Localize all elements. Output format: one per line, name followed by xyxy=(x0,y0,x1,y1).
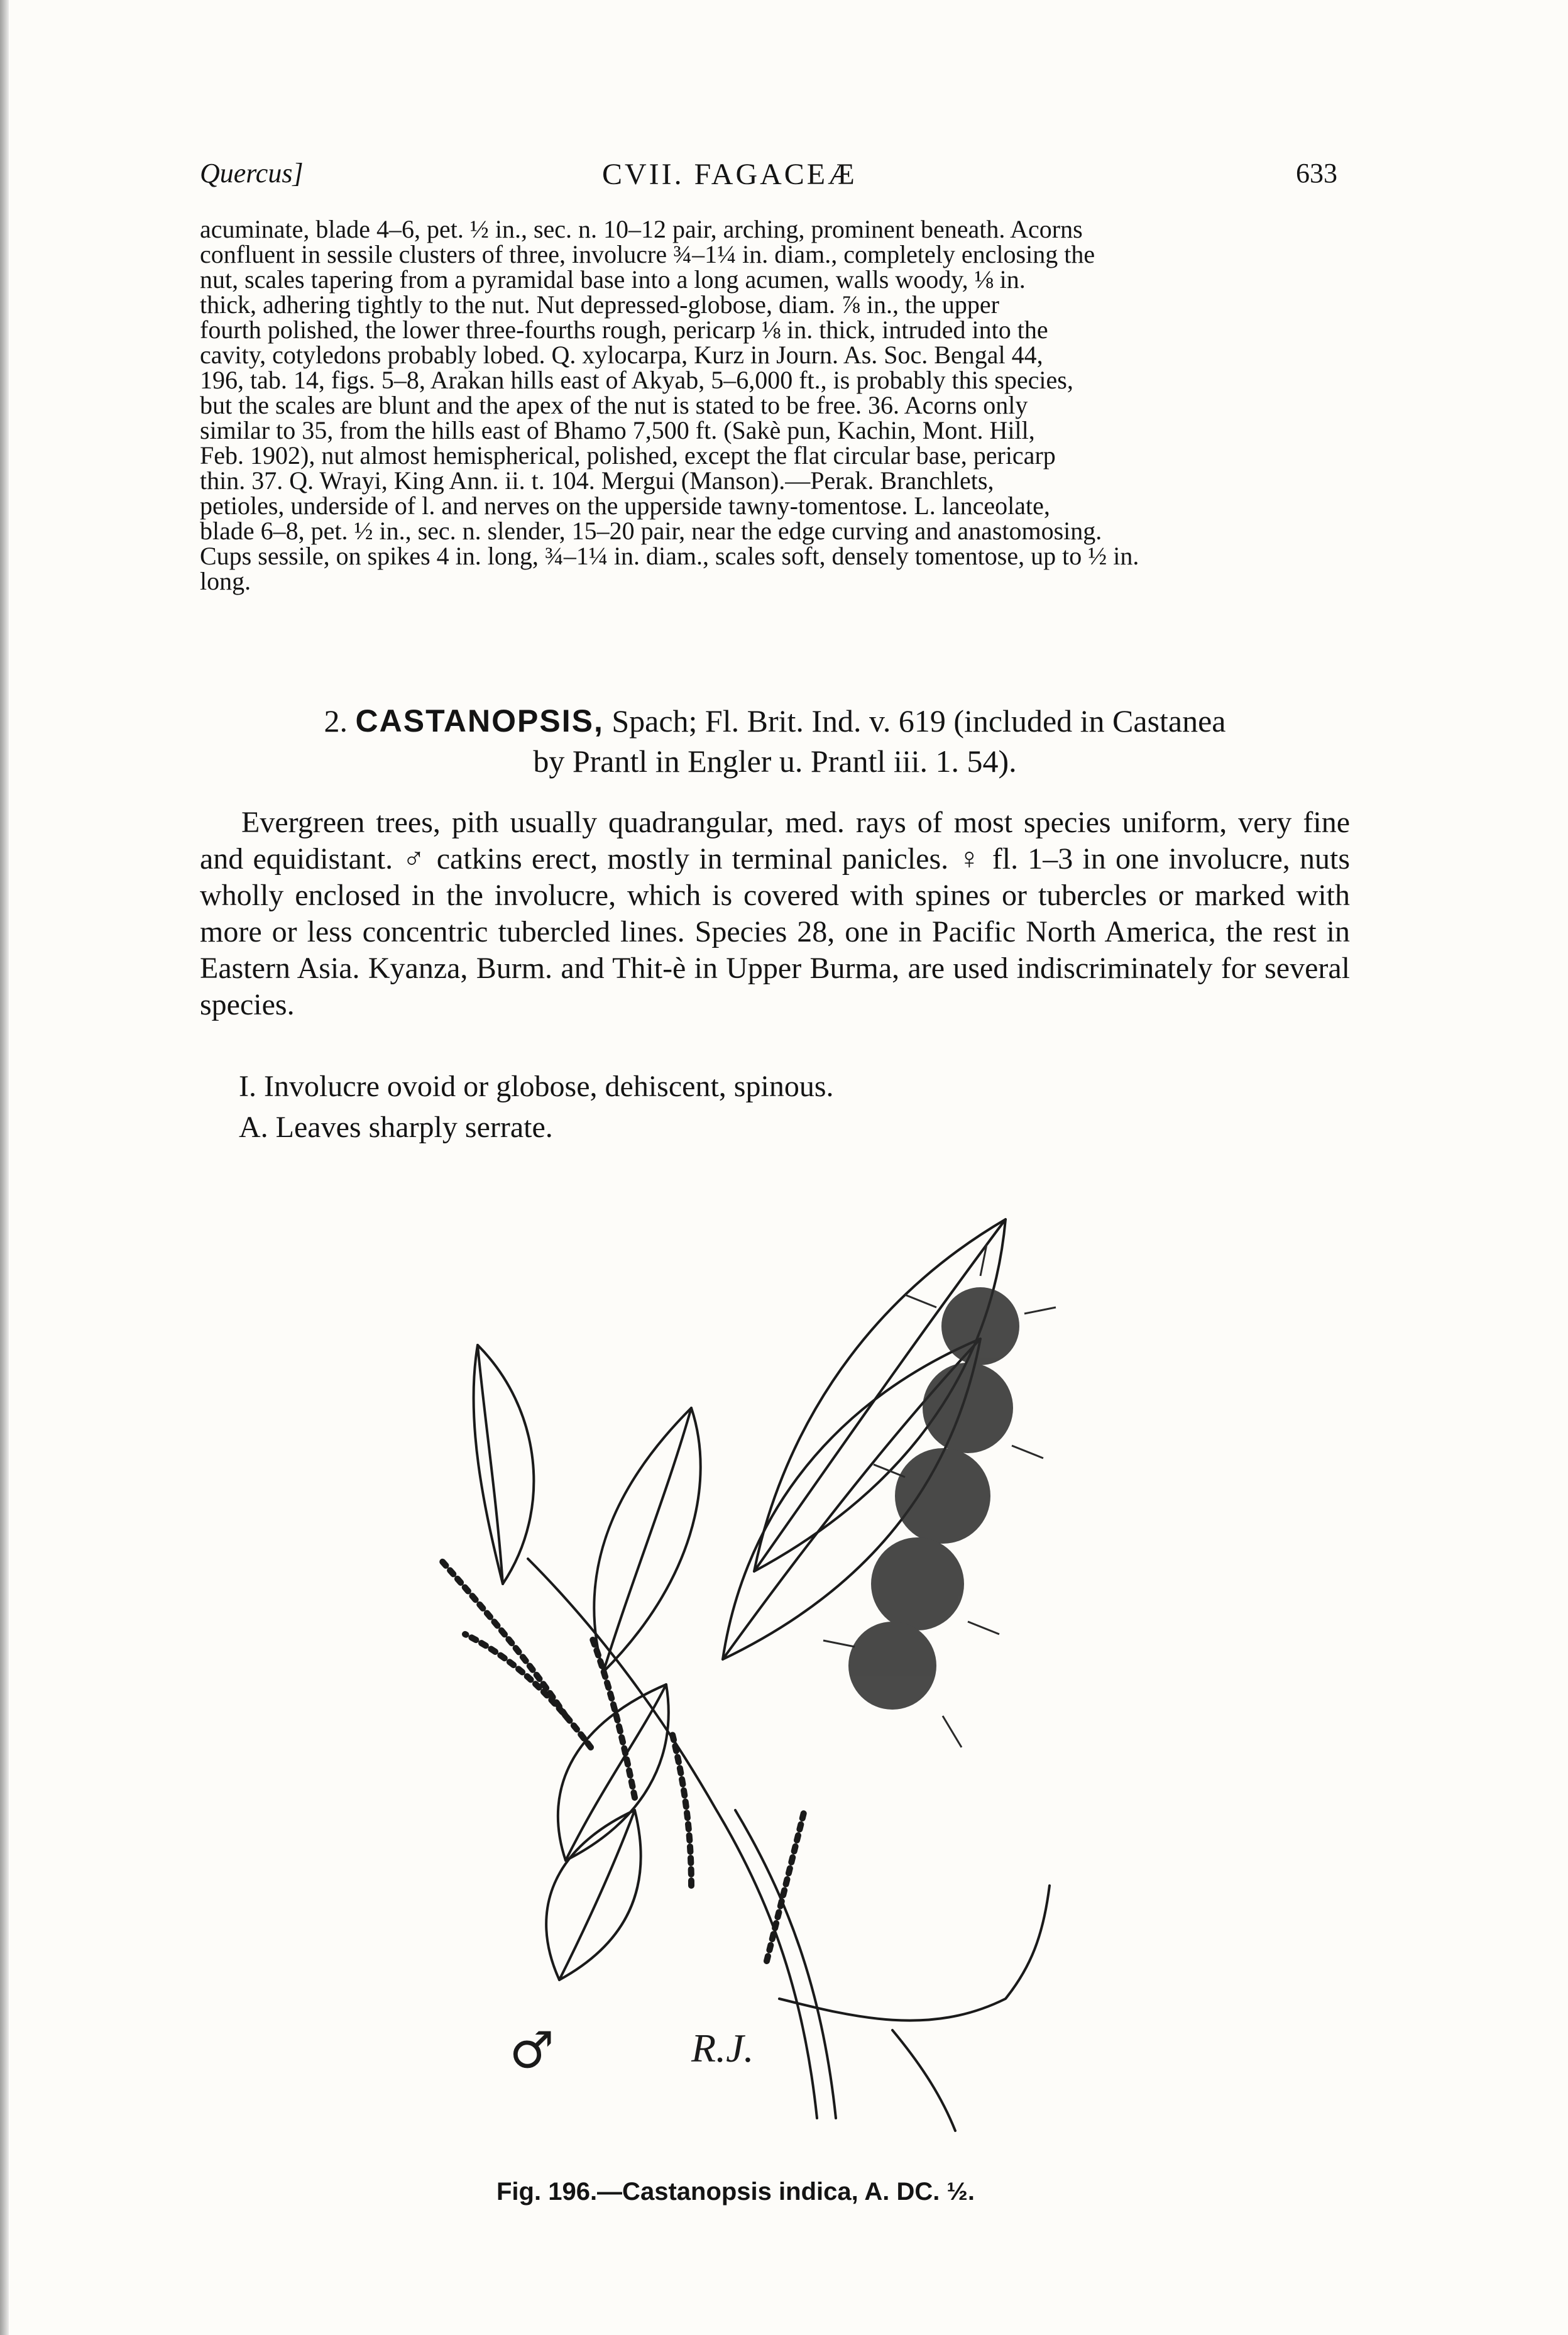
text-line: petioles, underside of l. and nerves on the upperside tawny-tomentose. L. lanceolate, xyxy=(200,492,1050,520)
text-line: 196, tab. 14, figs. 5–8, Arakan hills east of Akyab, 5–6,000 ft., is probably this species, xyxy=(200,366,1073,394)
side-branch-right xyxy=(779,1886,1050,2021)
text-line: long. xyxy=(200,567,251,595)
text-line: thin. 37. Q. Wrayi, King Ann. ii. t. 104. Mergui (Manson).—Perak. Branchlets, xyxy=(200,466,994,495)
male-symbol-label: ♂ xyxy=(509,2021,554,2080)
involucre xyxy=(941,1287,1019,1365)
header-family: CVII. FAGACEÆ xyxy=(602,158,857,191)
illustrator-signature: R.J. xyxy=(691,2026,754,2070)
involucre xyxy=(923,1363,1013,1453)
page-binding-edge xyxy=(0,0,9,2335)
text-line: confluent in sessile clusters of three, involucre ¾–1¼ in. diam., completely enclosing the xyxy=(200,240,1095,268)
leaf xyxy=(474,1345,534,1584)
catkin xyxy=(767,1810,804,1961)
figure-caption: Fig. 196.—Castanopsis indica, A. DC. ½. xyxy=(496,2178,975,2206)
genus-citation: Spach; Fl. Brit. Ind. v. 619 (included in Castanea xyxy=(611,703,1226,739)
text-line: fourth polished, the lower three-fourths rough, pericarp ⅛ in. thick, intruded into the xyxy=(200,316,1048,344)
text-line: Feb. 1902), nut almost hemispherical, polished, except the flat circular base, pericarp xyxy=(200,441,1056,470)
text-line: similar to 35, from the hills east of Bhamo 7,500 ft. (Sakè pun, Kachin, Mont. Hill, xyxy=(200,416,1035,444)
text-line: but the scales are blunt and the apex of the nut is stated to be free. 36. Acorns only xyxy=(200,391,1028,419)
text-line: nut, scales tapering from a pyramidal base into a long acumen, walls woody, ⅛ in. xyxy=(200,265,1026,294)
text-line: acuminate, blade 4–6, pet. ½ in., sec. n. 10–12 pair, arching, prominent beneath. Acorns xyxy=(200,215,1083,243)
text-line: thick, adhering tightly to the nut. Nut depressed-globose, diam. ⅞ in., the upper xyxy=(200,290,999,319)
key-line-2: A. Leaves sharply serrate. xyxy=(239,1111,553,1144)
genus-heading-line-2: by Prantl in Engler u. Prantl iii. 1. 54). xyxy=(533,744,1017,779)
genus-name: CASTANOPSIS, xyxy=(355,703,604,739)
key-line-1: I. Involucre ovoid or globose, dehiscent, spinous. xyxy=(239,1070,834,1103)
text-line: blade 6–8, pet. ½ in., sec. n. slender, 15–20 pair, near the edge curving and anastomosing. xyxy=(200,517,1102,545)
spiny-involucres xyxy=(848,1287,1019,1710)
catkin xyxy=(465,1634,591,1747)
involucre xyxy=(871,1537,964,1630)
castanopsis-illustration xyxy=(339,1182,1232,2162)
quercus-continuation-paragraph xyxy=(200,217,1350,594)
genus-heading xyxy=(200,701,1350,781)
genus-description: Evergreen trees, pith usually quadrangular, med. rays of most species uniform, very fine and equidistant. ♂ catkins erect, mostly in terminal panicles. ♀ fl. 1–3 in one involucre, nuts wholly enclosed in the involucre, which is covered with spines or tubercles or marked with more or less concentric tubercled lines. Species 28, one in Pacific North America, the rest in Eastern Asia. Kyanza, Burm. and Thit-è in Upper Burma, are used indiscriminately for several species. xyxy=(200,806,1350,1021)
genus-heading-line-1 xyxy=(200,701,1350,741)
genus-number: 2. xyxy=(324,703,348,739)
text-line: cavity, cotyledons probably lobed. Q. xylocarpa, Kurz in Journ. As. Soc. Bengal 44, xyxy=(200,341,1043,369)
catkin xyxy=(672,1735,691,1886)
involucre xyxy=(848,1622,936,1710)
main-branch xyxy=(528,1559,817,2118)
header-genus: Quercus] xyxy=(200,158,304,189)
page-number: 633 xyxy=(1296,158,1337,189)
text-line: Cups sessile, on spikes 4 in. long, ¾–1¼ in. diam., scales soft, densely tomentose, up to ½ in. xyxy=(200,542,1139,570)
involucre xyxy=(895,1448,990,1544)
running-header xyxy=(200,157,1337,201)
